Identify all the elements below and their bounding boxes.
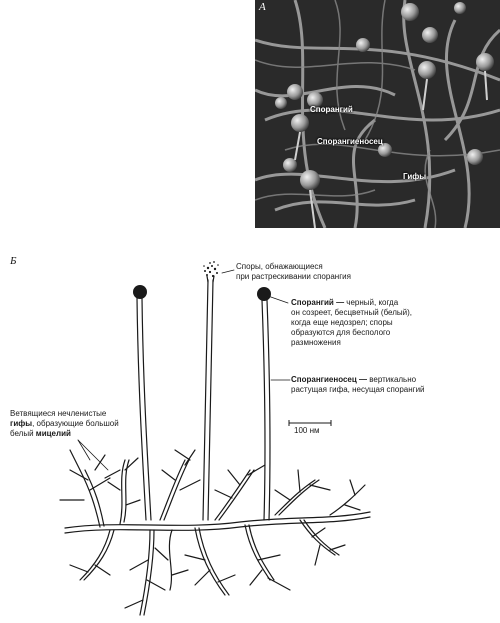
- label-spores: Споры, обнажающиеся при растрескивании спорангия: [236, 262, 351, 281]
- label-hyphae: Ветвящиеся нечленистые гифы, образующие большой белый мицелий: [10, 409, 119, 438]
- label-hyphae-photo: Гифы: [403, 172, 427, 181]
- label-sporangium: Спорангий — черный, когда он созреет, бесцветный (белый), когда еще недозрел; споры образуются для бесполого размножения: [291, 298, 413, 347]
- panel-a-letter: А: [259, 1, 266, 13]
- leader-lines: [78, 270, 290, 470]
- label-sporangiophore-photo: Спорангиеносец: [317, 137, 383, 146]
- sporangiophore-middle: [203, 280, 213, 520]
- panel-b-letter: Б: [10, 255, 17, 267]
- sporangium-left: [133, 285, 147, 299]
- spore-cloud: [203, 261, 219, 277]
- sporangium-right: [257, 287, 271, 301]
- mycelium-hyphae: [60, 450, 370, 615]
- scale-bar-label: 100 нм: [294, 426, 320, 435]
- sporangiophore-right: [262, 300, 270, 520]
- label-sporangiophore: Спорангиеносец — вертикально растущая гифа, несущая спорангий: [291, 375, 425, 394]
- label-sporangium-photo: Спорангий: [310, 105, 353, 114]
